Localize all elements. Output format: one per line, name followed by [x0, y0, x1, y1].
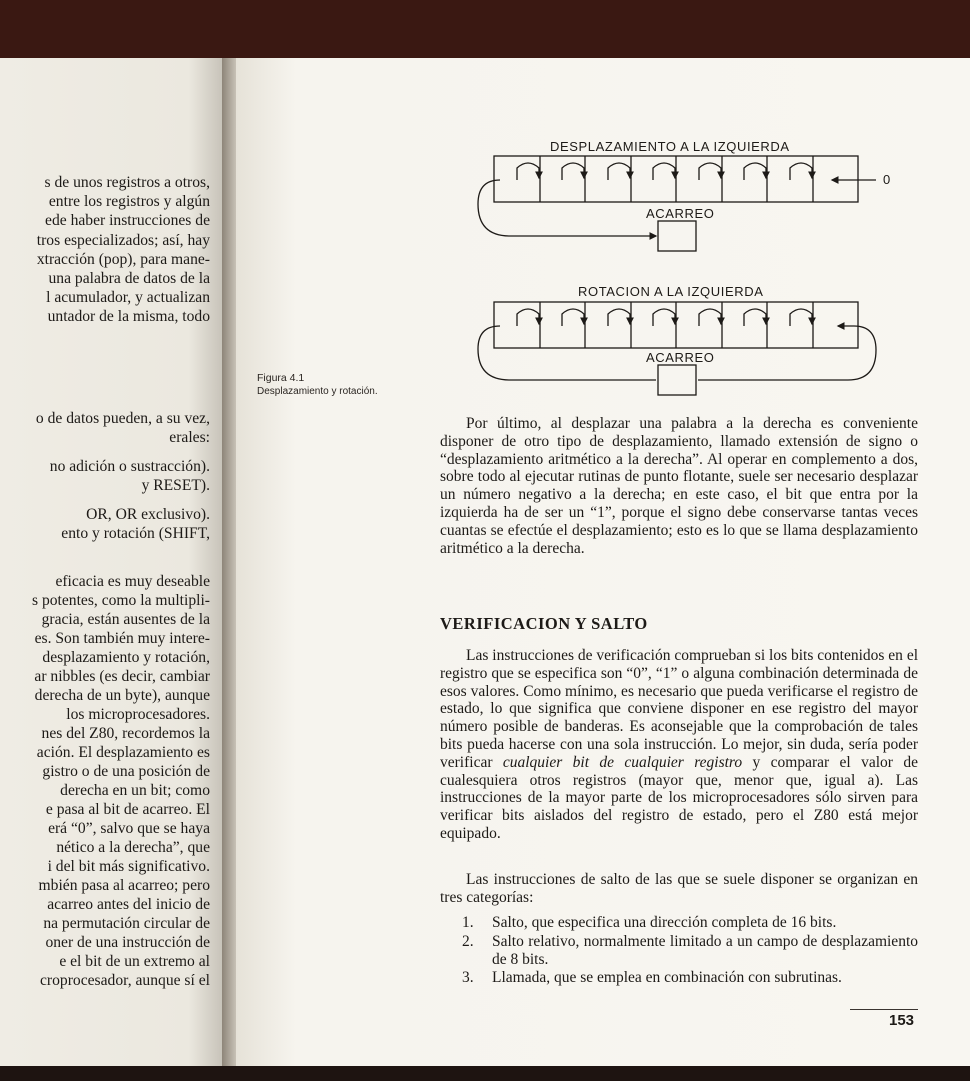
rotate-register — [478, 302, 876, 395]
left-page-line: y RESET). — [141, 477, 210, 494]
left-page-line: ento y rotación (SHIFT, — [61, 525, 210, 542]
left-page-line: ación. El desplazamiento es — [36, 744, 210, 761]
carry-label-shift: ACARREO — [646, 206, 715, 221]
left-page-line: nes del Z80, recordemos la — [41, 725, 210, 742]
left-page-line: OR, OR exclusivo). — [86, 506, 210, 523]
section-heading: VERIFICACION Y SALTO — [440, 614, 648, 633]
left-page — [0, 58, 236, 1066]
shift-title: DESPLAZAMIENTO A LA IZQUIERDA — [550, 139, 790, 154]
left-page-line: no adición o sustracción). — [49, 458, 210, 475]
left-page-line: e pasa al bit de acarreo. El — [45, 801, 210, 818]
paragraph-text: Las instrucciones de verificación comprueban si los bits contenidos en el registro que se especifica son “0”, “1” o alguna combinación determinada de esos valores. Como mínimo, es necesario que pueda verificarse el registro de estado, lo que significa que conviene disponer en ese registro del mayor número posible de banderas. Es aconsejable que la comprobación de tales bits pueda hacerse con una sola instrucción. Lo mejor, sin duda, sería poder verificar — [440, 647, 918, 771]
left-page-line: oner de una instrucción de — [45, 934, 210, 951]
page-number: 153 — [889, 1012, 915, 1029]
emphasis-text: cualquier bit de cualquier registro — [502, 753, 743, 771]
page-number-rule — [850, 1009, 918, 1010]
left-page-line: croprocesador, aunque sí el — [40, 972, 210, 989]
left-page-line: nético a la derecha”, que — [56, 839, 210, 856]
left-page-line: desplazamiento y rotación, — [42, 649, 210, 666]
background-bottom — [0, 1066, 970, 1081]
carry-label-rotate: ACARREO — [646, 350, 715, 365]
left-page-line: o de datos pueden, a su vez, — [35, 410, 210, 427]
left-page-line: derecha de un byte), aunque — [34, 687, 210, 704]
left-page-line: eficacia es muy deseable — [55, 573, 210, 590]
left-page-line: gracia, están ausentes de la — [41, 611, 210, 628]
shift-register — [478, 156, 876, 251]
left-page-line: una palabra de datos de la — [48, 270, 210, 287]
left-page-line: acarreo antes del inicio de — [47, 896, 210, 913]
left-page-line: tros especializados; así, hay — [36, 232, 210, 249]
figure-caption-title: Figura 4.1 — [257, 372, 305, 384]
paragraph-text: Las instrucciones de salto de las que se suele disponer se organizan en tres categorías: — [440, 871, 918, 906]
left-page-line: derecha en un bit; como — [60, 782, 210, 799]
left-page-line: gistro o de una posición de — [42, 763, 210, 780]
figure-caption-text: Desplazamiento y rotación. — [257, 386, 378, 397]
left-page-line: erales: — [169, 429, 210, 446]
left-page-line: erá “0”, salvo que se haya — [48, 820, 210, 837]
left-page-line: es. Son también muy intere- — [34, 630, 210, 647]
left-page-line: na permutación circular de — [43, 915, 210, 932]
left-page-line: untador de la misma, todo — [47, 308, 210, 325]
left-page-line: s potentes, como la multipli- — [31, 592, 210, 609]
paragraph-verification — [440, 647, 918, 843]
background-top — [0, 0, 970, 58]
shift-rotate-diagram — [470, 134, 910, 404]
left-page-line: i del bit más significativo. — [47, 858, 210, 875]
paragraph-text: Por último, al desplazar una palabra a la derecha es conveniente disponer de otro tipo de desplazamiento, llamado extensión de signo o “desplazamiento aritmético a la derecha”. Al operar en complemento a dos, sobre todo al ejecutar rutinas de punto flotante, suele ser necesario desplazar un número negativo a la derecha; en este caso, el bit que entra por la izquierda ha de ser un “1”, porque el signo debe conservarse tantas veces cuantas se efectúe el desplazamiento; esto es lo que se llama desplazamiento aritmético a la derecha. — [440, 415, 918, 557]
left-page-line: s de unos registros a otros, — [44, 174, 210, 191]
paragraph-arithmetic-shift — [440, 415, 918, 557]
left-page-line: entre los registros y algún — [48, 193, 210, 210]
left-page-line: mbién pasa al acarreo; pero — [38, 877, 210, 894]
paragraph-text: y comparar el valor de cualesquiera otros registros (mayor que, menor que, igual a). Las instrucciones de la mayor parte de los microprocesadores sólo sirven para verificar bits aislados del registro de estado, pero el Z80 está mejor equipado. — [440, 753, 918, 842]
left-page-line: los microprocesadores. — [66, 706, 210, 723]
left-page-line: e el bit de un extremo al — [59, 953, 210, 970]
zero-label: 0 — [883, 172, 891, 187]
paragraph-jump-intro — [440, 871, 918, 907]
left-page-line: ede haber instrucciones de — [45, 212, 210, 229]
left-page-line: ar nibbles (es decir, cambiar — [34, 668, 210, 685]
rotate-title: ROTACION A LA IZQUIERDA — [578, 284, 764, 299]
left-page-line: l acumulador, y actualizan — [46, 289, 210, 306]
left-page-line: xtracción (pop), para mane- — [36, 251, 210, 268]
